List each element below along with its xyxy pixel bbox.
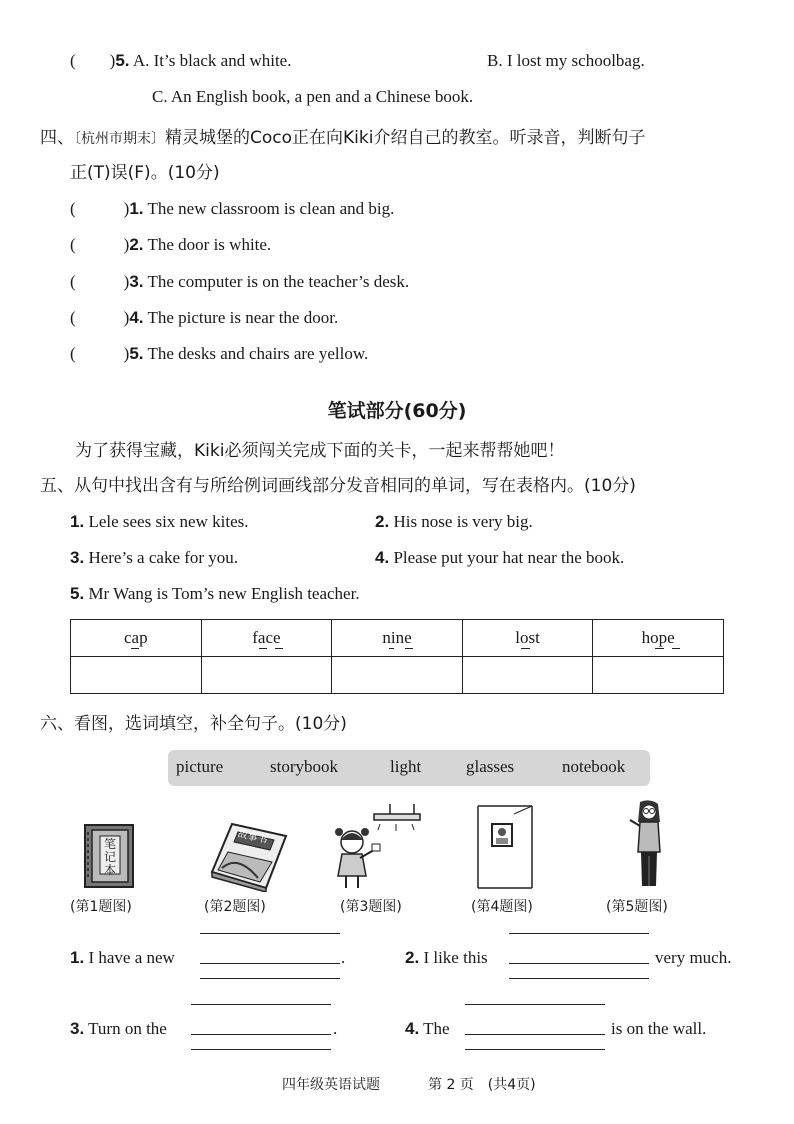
caption-4: (第4题图) (471, 899, 533, 915)
list-item: ( )4. The picture is near the door. (70, 308, 339, 327)
fill-question-4: 4. The (405, 1019, 450, 1038)
list-item: 1. Lele sees six new kites. (70, 512, 249, 531)
word-glasses: glasses (466, 757, 515, 776)
list-item: ( )5. The desks and chairs are yellow. (70, 344, 369, 363)
guide-line (465, 1004, 605, 1005)
section-title: 笔试部分(60分) (327, 400, 467, 422)
guide-line (200, 933, 340, 934)
intro-text: 为了获得宝藏，Kiki必须闯关完成下面的关卡，一起来帮帮她吧！ (75, 441, 565, 461)
answer-cell[interactable] (201, 657, 332, 694)
fill-question-3: 3. Turn on the (70, 1019, 167, 1038)
sentence-end: is on the wall. (611, 1019, 707, 1038)
part4-instructions (40, 127, 645, 150)
guide-line (191, 1004, 331, 1005)
option-b: B. I lost my schoolbag. (487, 51, 645, 70)
list-item: ( )1. The new classroom is clean and big. (70, 199, 395, 218)
answer-cell[interactable] (462, 657, 593, 694)
footer-page: 第 2 页 (共4页) (428, 1077, 536, 1093)
answer-line-3[interactable] (191, 1034, 331, 1035)
sentence-end: . (341, 948, 346, 967)
girl-light-icon (330, 802, 430, 892)
list-item: 2. His nose is very big. (375, 512, 533, 531)
answer-line-1[interactable] (200, 963, 340, 964)
part6-instructions (40, 713, 347, 735)
instruction-line1: 精灵城堡的Coco正在向Kiki介绍自己的教室。听录音，判断句子 (165, 128, 646, 148)
section-label: 六、 (40, 714, 74, 734)
guide-line (465, 1049, 605, 1050)
header-hope: hope (593, 620, 724, 657)
header-cap: cap (71, 620, 202, 657)
word-bank (168, 750, 650, 786)
fill-question-2: 2. I like this (405, 948, 488, 967)
section-label: 五、 (40, 476, 74, 496)
guide-line (509, 978, 649, 979)
part5-instructions (40, 475, 636, 497)
sentence-end: . (333, 1019, 338, 1038)
caption-5: (第5题图) (606, 899, 668, 915)
answer-cell[interactable] (71, 657, 202, 694)
caption-2: (第2题图) (204, 899, 266, 915)
guide-line (191, 1049, 331, 1050)
phonics-table (70, 619, 724, 694)
caption-1: (第1题图) (70, 899, 132, 915)
header-face: face (201, 620, 332, 657)
word-light: light (390, 757, 422, 776)
answer-line-2[interactable] (509, 963, 649, 964)
woman-glasses-icon (622, 798, 672, 892)
header-nine: nine (332, 620, 463, 657)
instruction-text: 看图，选词填空，补全句子。(10分) (74, 714, 347, 734)
list-item: ( )3. The computer is on the teacher’s desk. (70, 272, 410, 291)
answer-paren: ( ) (70, 51, 116, 70)
instruction-line2: 正(T)误(F)。(10分) (70, 163, 220, 183)
notebook-label: 笔记本 (103, 837, 116, 877)
header-lost: lost (462, 620, 593, 657)
word-picture: picture (176, 757, 224, 776)
word-storybook: storybook (270, 757, 338, 776)
instruction-text: 从句中找出含有与所给例词画线部分发音相同的单词，写在表格内。(10分) (74, 476, 636, 496)
footer-subject: 四年级英语试题 (282, 1077, 380, 1093)
list-item: 5. Mr Wang is Tom’s new English teacher. (70, 584, 360, 603)
source-tag: 〔杭州市期末〕 (74, 131, 165, 147)
answer-line-4[interactable] (465, 1034, 605, 1035)
guide-line (509, 933, 649, 934)
question-3-5 (70, 50, 291, 72)
answer-cell[interactable] (332, 657, 463, 694)
wall-picture-icon (476, 804, 536, 890)
list-item: ( )2. The door is white. (70, 235, 272, 254)
word-notebook: notebook (562, 757, 626, 776)
list-item: 4. Please put your hat near the book. (375, 548, 625, 567)
fill-question-1: 1. I have a new (70, 948, 175, 967)
option-a: A. It’s black and white. (132, 51, 292, 70)
answer-cell[interactable] (593, 657, 724, 694)
sentence-end: very much. (655, 948, 732, 967)
list-item: 3. Here’s a cake for you. (70, 548, 239, 567)
option-c: C. An English book, a pen and a Chinese book. (152, 87, 474, 106)
section-label: 四、 (40, 128, 74, 148)
storybook-label: 故事书 (236, 828, 269, 846)
guide-line (200, 978, 340, 979)
question-number: 5. (115, 51, 130, 70)
caption-3: (第3题图) (340, 899, 402, 915)
